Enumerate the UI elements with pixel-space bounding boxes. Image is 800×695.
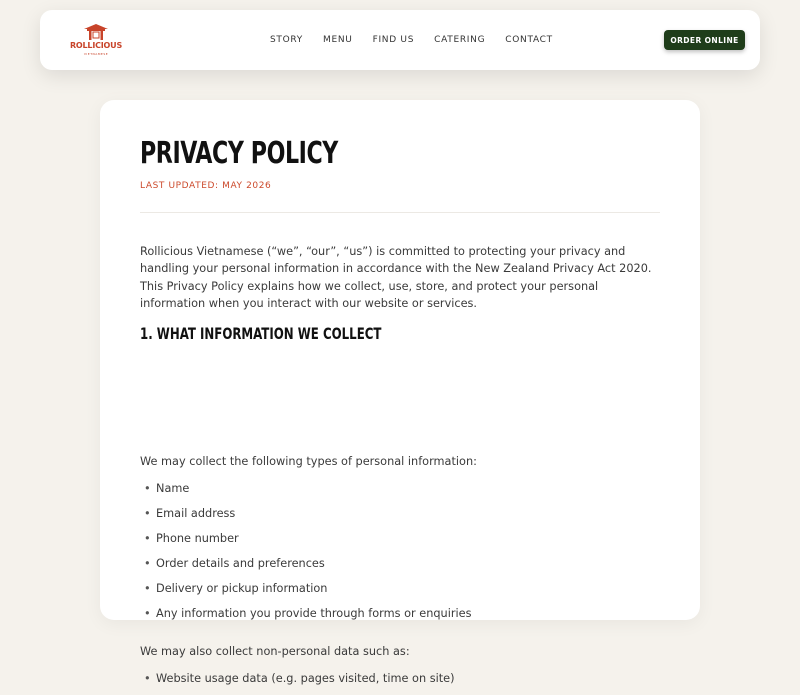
- logo-wordmark: ROLLICIOUS: [69, 41, 123, 50]
- section-lead-nonpersonal: We may also collect non-personal data such as:: [140, 645, 410, 658]
- list-item: • Order details and preferences: [140, 555, 471, 580]
- policy-card: [100, 100, 700, 685]
- list-item: • Email address: [140, 505, 471, 530]
- collected-info-list: [140, 480, 471, 630]
- last-updated: LAST UPDATED: MAY 2026: [140, 181, 272, 191]
- nonpersonal-data-list: [140, 670, 455, 695]
- logo[interactable]: [68, 22, 124, 60]
- list-item: • Any information you provide through forms or enquiries: [140, 605, 471, 630]
- nav-item-contact[interactable]: CONTACT: [505, 35, 553, 45]
- nav-item-catering[interactable]: CATERING: [434, 35, 486, 45]
- nav-item-story[interactable]: STORY: [270, 35, 303, 45]
- list-item: • Phone number: [140, 530, 471, 555]
- logo-subtext: VIETNAMESE: [83, 52, 109, 56]
- site-header: [40, 10, 760, 70]
- divider: [140, 212, 660, 213]
- list-item: • Website usage data (e.g. pages visited, time on site): [140, 670, 455, 695]
- order-online-button[interactable]: ORDER ONLINE: [664, 30, 745, 50]
- section-heading-collect: 1. WHAT INFORMATION WE COLLECT: [140, 324, 382, 343]
- pagoda-icon: [82, 22, 110, 42]
- section-lead: We may collect the following types of personal information:: [140, 455, 477, 468]
- nav-item-find-us[interactable]: FIND US: [372, 35, 415, 45]
- list-item: • Name: [140, 480, 471, 505]
- nav-item-menu[interactable]: MENU: [322, 35, 353, 45]
- intro-paragraph: Rollicious Vietnamese (“we”, “our”, “us”) is committed to protecting your privacy and handling your personal information in accordance with the New Zealand Privacy Act 2020. This Privacy Policy explains how we collect, use, store, and protect your personal information when you interact with our website or services.: [140, 245, 652, 311]
- main-nav: [270, 10, 573, 70]
- page-title: PRIVACY POLICY: [140, 136, 338, 171]
- list-item: • Delivery or pickup information: [140, 580, 471, 605]
